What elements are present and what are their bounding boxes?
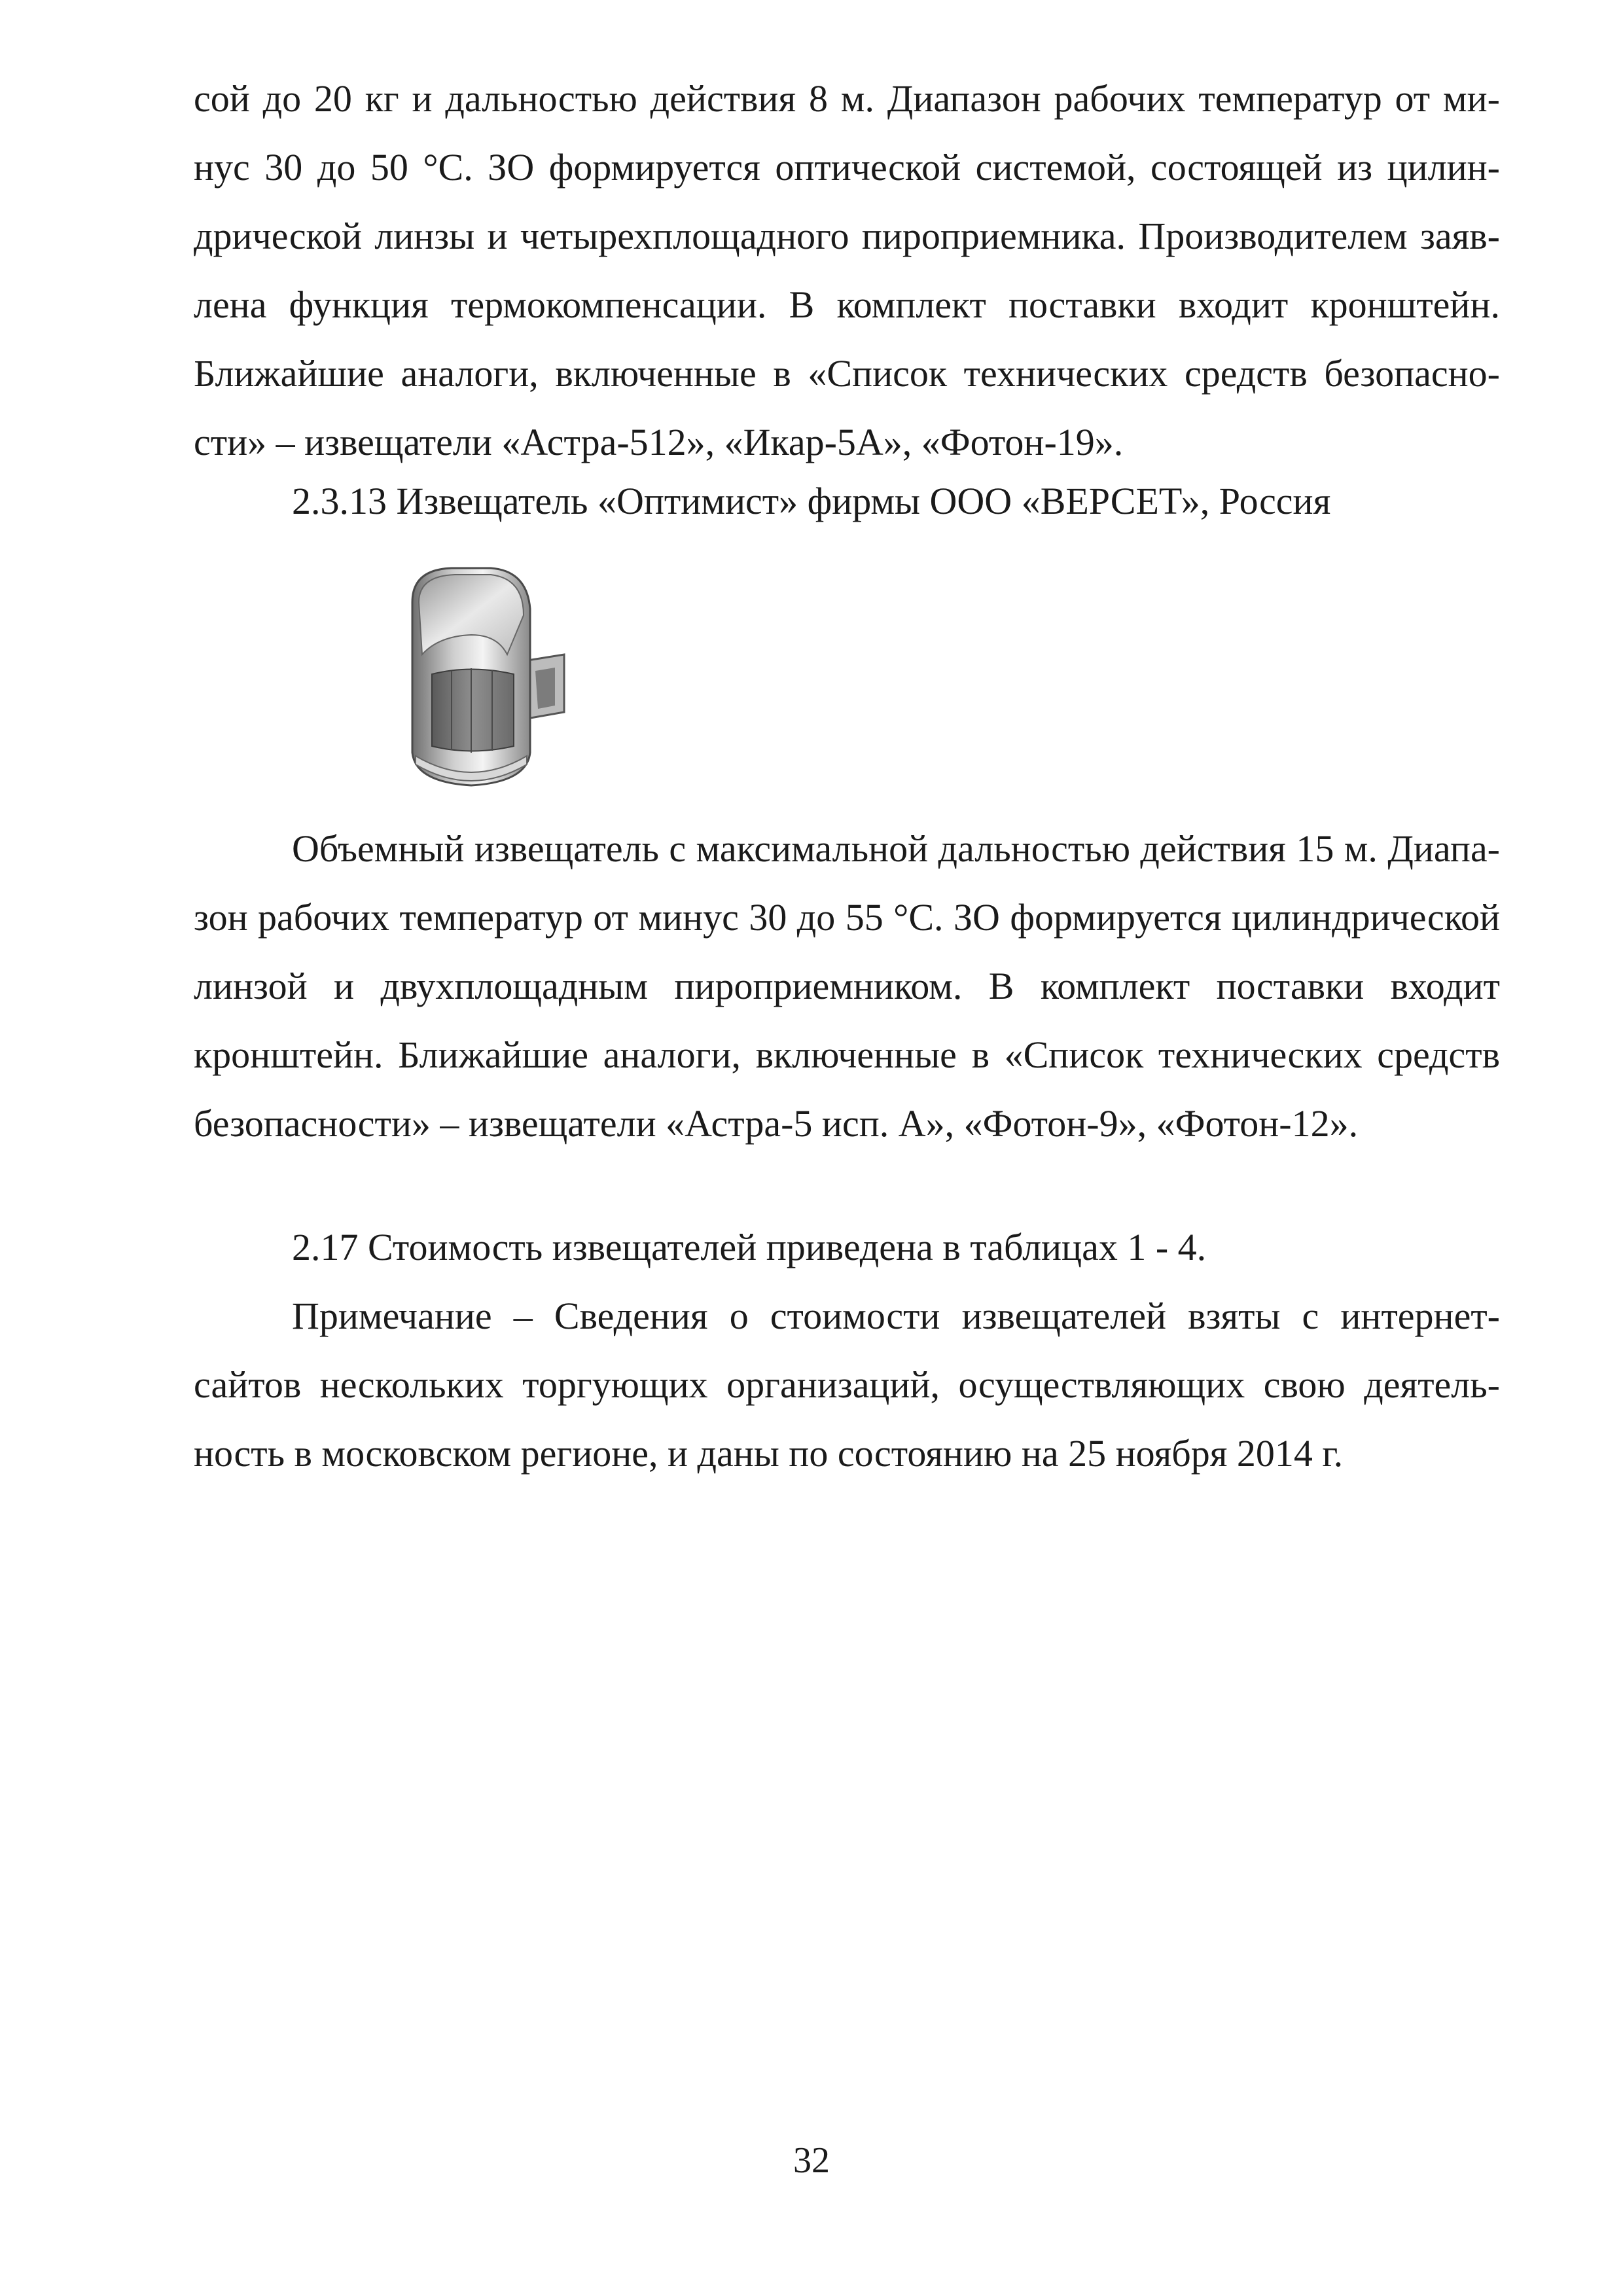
text-line: сти» – извещатели «Астра-512», «Икар-5А», «Фотон-19».	[194, 421, 1124, 463]
text-line: Объемный извещатель с максимальной дальностью действия 15 м. Диапа-	[292, 827, 1500, 870]
text-line: безопасности» – извещатели «Астра-5 исп. А», «Фотон-9», «Фотон-12».	[194, 1102, 1359, 1145]
note-line: Примечание – Сведения о стоимости извещателей взяты с интернет-	[292, 1295, 1500, 1337]
note-line: сайтов нескольких торгующих организаций, осуществляющих свою деятель-	[194, 1363, 1500, 1406]
text-line: зон рабочих температур от минус 30 до 55 °С. ЗО формируется цилиндрической	[194, 896, 1500, 939]
section-heading	[194, 467, 1500, 535]
text-line: кронштейн. Ближайшие аналоги, включенные в «Список технических средств	[194, 1033, 1500, 1076]
pir-detector-icon	[393, 556, 589, 798]
paragraph-continuation	[194, 64, 1500, 476]
paragraph-cost-note	[194, 1213, 1500, 1488]
section-heading-text: 2.3.13 Извещатель «Оптимист» фирмы ООО «ВЕРСЕТ», Россия	[292, 480, 1331, 522]
text-line: сой до 20 кг и дальностью действия 8 м. Диапазон рабочих температур от ми-	[194, 77, 1500, 120]
text-line: линзой и двухплощадным пироприемником. В комплект поставки входит	[194, 965, 1500, 1007]
text-line: лена функция термокомпенсации. В комплект поставки входит кронштейн.	[194, 283, 1500, 326]
text-line: нус 30 до 50 °С. ЗО формируется оптической системой, состоящей из цилин-	[194, 146, 1500, 188]
note-line: ность в московском регионе, и даны по состоянию на 25 ноября 2014 г.	[194, 1432, 1344, 1475]
text-line: дрической линзы и четырехплощадного пироприемника. Производителем заяв-	[194, 215, 1500, 257]
paragraph-description	[194, 814, 1500, 1158]
text-line: 2.17 Стоимость извещателей приведена в таблицах 1 - 4.	[292, 1226, 1207, 1268]
pir-detector-image	[393, 556, 589, 798]
text-line: Ближайшие аналоги, включенные в «Список технических средств безопасно-	[194, 352, 1500, 395]
page-number: 32	[793, 2140, 830, 2181]
